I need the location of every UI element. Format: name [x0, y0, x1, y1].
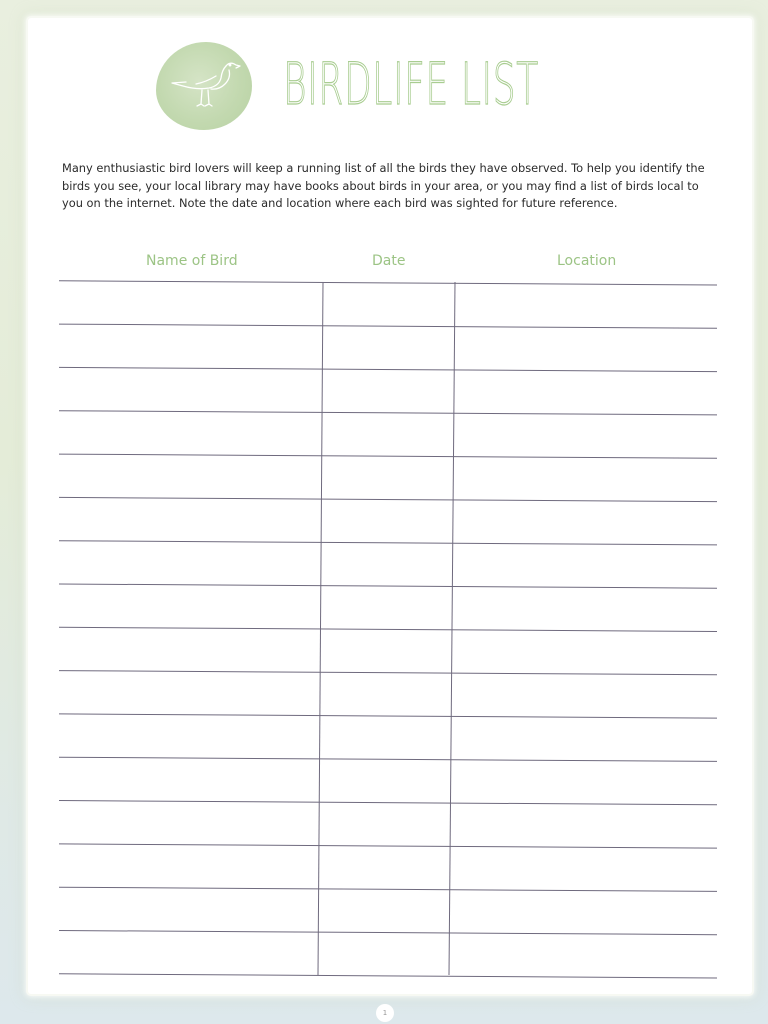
column-header-location: Location: [557, 253, 617, 269]
page-number: 1: [376, 1004, 394, 1022]
page-title: BIRDLIFE LIST: [283, 50, 539, 118]
column-header-name-of-bird: Name of Bird: [146, 253, 238, 269]
bird-icon: [166, 54, 242, 116]
logo-badge: [156, 42, 252, 130]
column-header-date: Date: [372, 253, 406, 269]
intro-paragraph: Many enthusiastic bird lovers will keep a running list of all the birds they have observed. To help you identify the birds you see, your local library may have books about birds in your area, or you may find a list of birds local to you on the internet. Note the date and location where each bird was sighted for future reference.: [62, 161, 705, 210]
